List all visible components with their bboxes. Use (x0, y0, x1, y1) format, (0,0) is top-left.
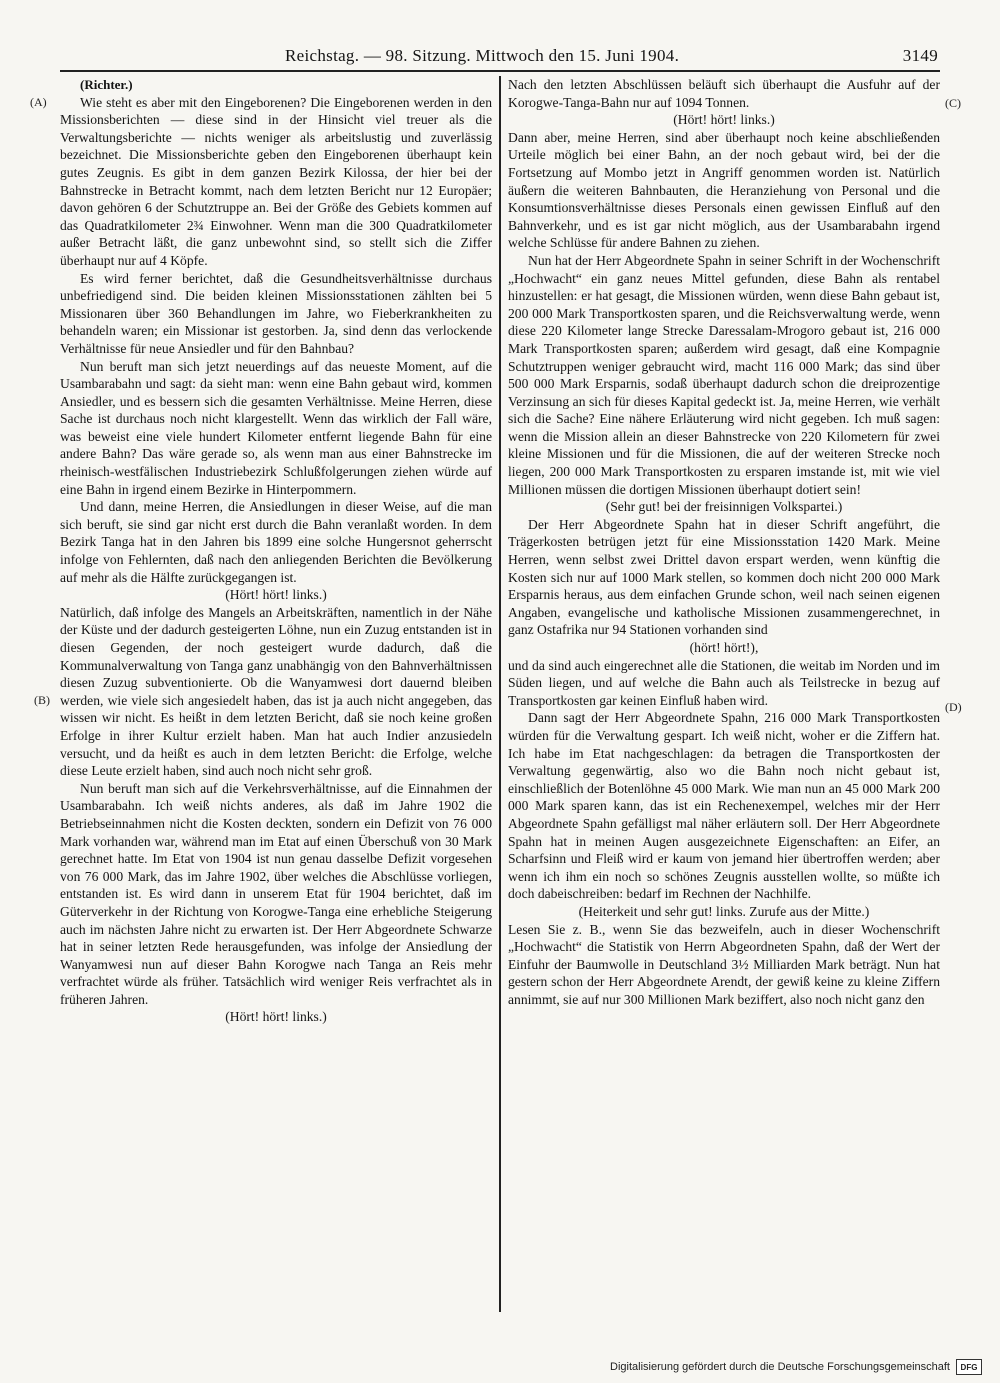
paragraph: Lesen Sie z. B., wenn Sie das bezweifeln, auch in dieser Wochenschrift „Hochwacht“ die Statistik von Herrn Abgeordneten Spahn, daß der Wert der Einfuhr der Baumwolle in Deutschland 3½ Milliarden Mark beträgt. Nun hat gestern schon der Herr Abgeordnete Arendt, der gewiß keine zu kleine Ziffern annimmt, sie auf nur 300 Millionen Mark beziffert, also noch nicht ganz den (508, 921, 940, 1007)
footer-credit: Digitalisierung gefördert durch die Deutsche Forschungsgemeinschaft (610, 1361, 950, 1373)
page-title: Reichstag. — 98. Sitzung. Mittwoch den 15. Juni 1904. (285, 46, 680, 65)
paragraph: Nun beruft man sich jetzt neuerdings auf das neueste Moment, auf die Usambarabahn und sagt: da sieht man: wenn eine Bahn gebaut wird, kommen Ansiedler, und es bessern sich die gesamten Verhältnisse. Meine Herren, diese Sache ist durchaus noch nicht klargestellt. Wenn das wirklich der Fall wäre, was beweist eine viele hundert Kilometer entfernt liegende Bahn für eine andere Bahn? Das wäre gerade so, als wenn man aus einer Bahnstrecke im rheinisch-westfälischen Industriebezirk Schlußfolgerungen ziehen würde auf eine Bahn in irgend einem Bezirke in Hinterpommern. (60, 358, 492, 497)
margin-marker-d: (D) (945, 700, 962, 714)
paragraph: Nach den letzten Abschlüssen beläuft sich überhaupt die Ausfuhr auf der Korogwe-Tanga-Bahn nur auf 1094 Tonnen. (508, 77, 940, 110)
left-column (60, 76, 492, 1026)
column-divider (499, 76, 501, 1312)
page-header (60, 46, 940, 70)
margin-marker-c: (C) (945, 96, 961, 110)
paragraph: Dann sagt der Herr Abgeordnete Spahn, 216 000 Mark Transportkosten würden für die Verwaltung gespart. Ich weiß nicht, woher er die Ziffern hat. Ich habe im Etat nachgeschlagen: da betragen die Transportkosten der Verwaltung gegenwärtig, also wo die Bahn noch nicht gebaut ist, einschließlich der Botenlöhne 45 000 Mark. Wie man nun an 45 000 Mark 200 000 Mark sparen kann, das ist ein Rechenexempel, welches mir der Herr Abgeordnete Spahn gefälligst mal näher erläutern soll. Der Herr Abgeordnete Spahn hat in meinen Augen ausgezeichnete Eigenschaften: an Eifer, an Scharfsinn und Fleiß wird er kaum von jemand hier übertroffen werden; aber wenn ich ihm ein noch so schönes Zeugnis ausstellen wollte, so müßte ich doch dabeischreiben: bedarf im Rechnen der Nachhilfe. (508, 710, 940, 902)
paragraph: Natürlich, daß infolge des Mangels an Arbeitskräften, namentlich in der Nähe der Küste und der dadurch gesteigerten Löhne, nun ein Zuzug entstanden ist in diesen Gegenden, der noch gesteigert wurde dadurch, daß die Kommunalverwaltung von Tanga ganz unabhängig von den Bahnverhältnissen diesen Zuzug subventionierte. Ob die Wanyamwesi dort dauernd bleiben werden, wie viele sich angesiedelt haben, das ist ja auch nicht angegeben, das wissen wir nicht. Es heißt in dem letzten Bericht, daß sie noch keine großen Erfolge in ihrer Kultur erzielt haben. Man hat auch Indier anzusiedeln versucht, und da heißt es auch in dem letzten Bericht: die Erfolge, welche diese Leute erzielt haben, sind auch noch nicht sehr groß. (60, 604, 492, 779)
right-column (508, 76, 940, 1008)
interjection: (hört! hört!), (689, 640, 759, 655)
paragraph: Der Herr Abgeordnete Spahn hat in dieser Schrift angeführt, die Trägerkosten betrügen jetzt für eine Missionsstation 1420 Mark. Meine Herren, wenn selbst zwei Drittel davon erspart werden, wenn künftig die Kosten sich nur auf 1000 Mark stellen, so kommen doch nicht 200 000 Mark Ersparnis heraus, aus dem einfachen Grunde schon, weil nach seinen eigenen Angaben, evangelische und katholische Missionen zusammengerechnet, in ganz Ostafrika nur 94 Stationen vorhanden sind (508, 516, 940, 638)
page-number: 3149 (902, 46, 938, 65)
paragraph: Es wird ferner berichtet, daß die Gesundheitsverhältnisse durchaus unbefriedigend sind. Die beiden kleinen Missionsstationen zählten bei 5 Missionaren über 360 Behandlungen im Jahre, wo Fieberkrankheiten zu behandeln waren; ein Missionar ist gestorben. Ja, sind denn das verlockende Verhältnisse für neue Ansiedler und für den Bahnbau? (60, 270, 492, 356)
footer (610, 1358, 982, 1376)
paragraph: Dann aber, meine Herren, sind aber überhaupt noch keine abschließenden Urteile möglich bei einer Bahn, an der noch gebaut wird, bei der die Fortsetzung auf Mombo jetzt in Angriff genommen worden ist. Natürlich äußern die weiteren Bahnbauten, die Heranziehung von Personal und die Konsumtionsverhältnisse dieses Personals einen gewissen Einfluß auf den Bahnverkehr, und es ist gar nicht möglich, aus der Usambarabahn irgend welche Schlüsse für andere Bahnen zu ziehen. (508, 129, 940, 251)
paragraph: Nun hat der Herr Abgeordnete Spahn in seiner Schrift in der Wochenschrift „Hochwacht“ ein ganz neues Mittel gefunden, diese Bahn als rentabel hinzustellen: er hat gesagt, die Missionen würden, wenn diese Bahn gebaut ist, 200 000 Mark Transportkosten sparen, und die Reichsverwaltung werde, wenn diese 220 Kilometer lange Strecke Daressalam-Mrogoro gebaut ist, 216 000 Mark Transportkosten sparen; außerdem wird gesagt, daß eine Kompagnie Schutztruppen weniger gebraucht wird, macht 116 000 Mark; das sind über 500 000 Mark Ersparnis, sodaß überhaupt dadurch schon die dreiprozentige Verzinsung an sich für dieses Kapital gedeckt ist. Ja, meine Herren, wie verhält sich die Sache? Eine nähere Erläuterung wird nicht gegeben. Ich muß sagen: wenn die Mission allein an dieser Bahnstrecke von 220 Kilometern für zwei kleine Missionen und für die Missionen, die auf der weiteren Strecke noch liegen, 200 000 Mark Transportkosten zu ersparen imstande ist, mit wie viel Millionen müssen die dortigen Missionen überhaupt dotiert sein! (508, 252, 940, 497)
paragraph: Wie steht es aber mit den Eingeborenen? Die Eingeborenen werden in den Missionsberichten — diese sind in der Hinsicht viel treuer als die Verwaltungsberichte — nichts weniger als arbeitslustig und zuverlässig bezeichnet. Die Missionsberichte geben den Eingeborenen überhaupt kein gutes Zeugnis. Es gibt in dem ganzen Bezirk Kilossa, der hier bei der Bahnstrecke in Betracht kommt, nach dem letzten Bericht nur 12 Europäer; davon gehören 6 der Schutztruppe an. Bei der Größe des Gebiets kommen auf das Quadratkilometer 2¾ Einwohner. Wenn man die 300 Quadratkilometer außer Betracht läßt, die ganz unbewohnt sind, so stellt sich die Ziffer überhaupt nur auf 4 Köpfe. (60, 94, 492, 268)
interjection: (Hört! hört! links.) (673, 112, 775, 128)
paragraph: Und dann, meine Herren, die Ansiedlungen in dieser Weise, auf die man sich beruft, sie sind gar nicht erst durch die Bahn veranlaßt worden. In dem Bezirk Tanga hat in den Jahren bis 1899 eine solche Hungersnot geherrscht infolge von Fehlernten, daß nach den anliegenden Berichten die Bevölkerung auf mehr als die Hälfte zurückgegangen ist. (60, 499, 492, 585)
speaker-label: (Richter.) (80, 77, 133, 92)
margin-marker-b: (B) (34, 693, 50, 707)
paragraph: Nun beruft man sich auf die Verkehrsverhältnisse, auf die Einnahmen der Usambarabahn. Ich weiß nichts anderes, als daß im Jahre 1902 die Betriebseinnahmen nicht die Kosten deckten, sondern ein Defizit von 76 000 Mark vorhanden war, während man im Etat auf einen Überschuß von 30 Mark gerechnet hatte. Im Etat von 1904 ist nun genau dasselbe Defizit vorgesehen von 76 000 Mark, das im Jahre 1902, über welches die Abschlüsse vorliegen, entstanden ist. Es wird dann in unserem Etat für 1904 berichtet, daß im Güterverkehr in der Richtung von Korogwe-Tanga eine erhebliche Steigerung auch im nächsten Jahre nicht zu erwarten ist. Der Herr Abgeordnete Schwarze hat in seiner letzten Rede herausgefunden, was infolge der Ansiedlung der Wanyamwesi nun auf dieser Bahn Korogwe nach Tanga an Reis mehr verfrachtet würde als früher. Tatsächlich wird weniger Reis verfrachtet als in früheren Jahren. (60, 780, 492, 1007)
interjection: (Hört! hört! links.) (225, 1009, 327, 1025)
margin-marker-a: (A) (30, 95, 47, 109)
interjection: (Heiterkeit und sehr gut! links. Zurufe aus der Mitte.) (578, 903, 870, 919)
header-rule (60, 70, 940, 72)
interjection: (Hört! hört! links.) (225, 587, 327, 603)
paragraph: und da sind auch eingerechnet alle die Stationen, die weitab im Norden und im Süden liegen, und auf welche die Bahn auch als Teilstrecke in bezug auf Transportkosten gar keinen Einfluß haben wird. (508, 657, 940, 708)
interjection: (Sehr gut! bei der freisinnigen Volkspartei.) (605, 499, 843, 515)
dfg-logo: DFG (956, 1359, 982, 1375)
